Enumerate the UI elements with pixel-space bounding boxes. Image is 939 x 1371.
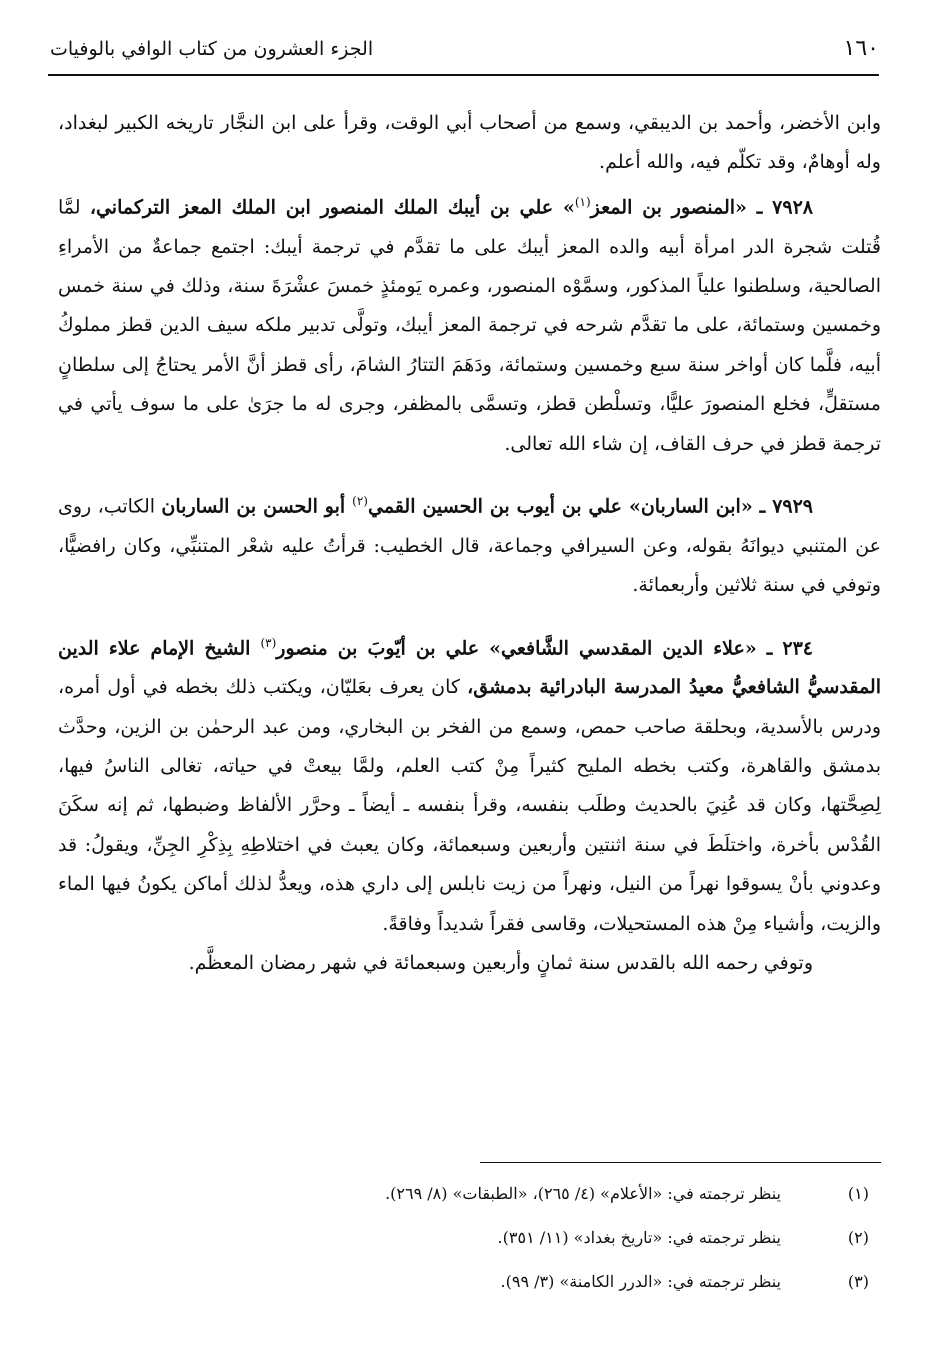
- footnote-divider: [480, 1162, 881, 1163]
- running-title: الجزء العشرون من كتاب الوافي بالوفيات: [50, 38, 374, 60]
- footnote-2: [58, 1224, 881, 1268]
- entry-7928-heading: ٧٩٢٨ ـ «المنصور بن المعز: [590, 196, 813, 219]
- entry-7928: [58, 183, 881, 464]
- entry-7929-heading: ٧٩٢٩ ـ «ابن الساربان» علي بن أيوب بن الحسين القمي: [367, 495, 814, 518]
- spacer: [58, 606, 881, 624]
- entry-7929-text: الكاتب، روى عن المتنبي ديوانَهُ بقوله، وعن السيرافي وجماعة، قال الخطيب: قرأتُ عليه شعْر المتنبِّي، وكان رافضيًّا، وتوفي في سنة ثلاثين وأربعمائة.: [58, 495, 881, 597]
- footnote-number: (٢): [847, 1228, 869, 1247]
- footnote-1: [58, 1180, 881, 1224]
- footnote-number: (٣): [847, 1272, 869, 1291]
- entry-7929: [58, 482, 881, 606]
- footnote-text: ينظر ترجمته في: «الدرر الكامنة» (٣/ ٩٩).: [500, 1272, 781, 1291]
- footnote-text: ينظر ترجمته في: «تاريخ بغداد» (١١/ ٣٥١).: [497, 1228, 781, 1247]
- entry-234-heading: ٢٣٤ ـ «علاء الدين المقدسي الشَّافعي» علي بن أيّوبَ بن منصور: [276, 636, 813, 659]
- main-text: [58, 104, 881, 984]
- footnotes: [58, 1180, 881, 1312]
- page-header: [50, 36, 879, 76]
- entry-7929-heading-rest: أبو الحسن بن الساربان: [161, 495, 353, 518]
- footnote-ref-3: (٣): [260, 635, 277, 650]
- spacer: [58, 464, 881, 482]
- entry-7928-heading-rest: » علي بن أيبك الملك المنصور ابن الملك المعز التركماني،: [89, 196, 575, 219]
- footnote-3: [58, 1268, 881, 1312]
- header-divider: [48, 74, 879, 76]
- entry-234-heading-rest: الشيخ الإمام علاء الدين المقدسيُّ الشافعيُّ معيدُ المدرسة البادرائية بدمشق،: [58, 636, 881, 699]
- footnote-number: (١): [847, 1184, 869, 1203]
- entry-234: [58, 624, 881, 945]
- entry-234-text: كان يعرف بعَليّان، ويكتب ذلك بخطه في أول أمره، ودرس بالأسدية، وبحلقة صاحب حمص، وسمع من الفخر بن البخاري، ومن عبد الرحمٰن بن الزين، وحدَّث بدمشق والقاهرة، وكتب بخطه المليح كثيراً مِنْ كتب العلم، ولمَّا بيعتْ في حياته، تغالى الناسُ فيها، لِصِحَّتها، وكان قد عُنِيَ بالحديث وطلَب بنفسه، وقرأ بنفسه ـ أيضاً ـ وحرَّر الألفاظ وضبطها، ثم إنه سكَنَ القُدْس بأخرة، واختلَطَ في سنة اثنتين وأربعين وسبعمائة، وكان يعبث في اختلاطِهِ بِذِكْرِ الجِنِّ، ويقولُ: قد وعدوني بأنْ يسوقوا نهراً من النيل، ونهراً من زيت نابلس إلى داري هذه، ويعدُّ لذلك أماكن يكونُ فيها الماء والزيت، وأشياء مِنْ هذه المستحيلات، وقاسى فقراً شديداً وفاقةً.: [58, 676, 881, 935]
- continuation-paragraph: وابن الأخضر، وأحمد بن الديبقي، وسمع من أصحاب أبي الوقت، وقرأ على ابن النجَّار تاريخه الكبير لبغداد، وله أوهامٌ، وقد تكلّم فيه، والله أعلم.: [58, 112, 881, 174]
- footnote-text: ينظر ترجمته في: «الأعلام» (٤/ ٢٦٥)، «الطبقات» (٨/ ٢٦٩).: [385, 1184, 781, 1203]
- entry-7928-text: لمَّا قُتلت شجرة الدر امرأة أبيه والده المعز أيبك على ما تقدَّم في ترجمة أيبك: اجتمع جماعةٌ من الأمراءِ الصالحية، وسلطنوا علياً المذكور، وسمَّوْه المنصور، وعمره يَومئذٍ خمسَ عشْرَةَ سنة، وذلك في سنة خمس وخمسين وستمائة، على ما تقدَّم شرحه في ترجمة المعز أيبك، وتولَّى تدبير ملكه سيف الدين قطز مملوكُ أبيه، فلَّما كان أواخر سنة سبع وخمسين وستمائة، ودَهَمَ التتارُ الشامَ، رأى قطز أنَّ الأمر يحتاجُ إلى سلطانٍ مستقلٍّ، فخلع المنصورَ عليًّا، وتسلْطن قطز، وتسمَّى بالمظفر، وجرى له ما جرَىٰ على ما سوف يأتي في ترجمة قطز في حرف القاف، إن شاء الله تعالى.: [58, 196, 881, 455]
- page-number: ١٦٠: [843, 36, 879, 61]
- footnote-ref-2: (٢): [352, 493, 368, 508]
- entry-234-closing: وتوفي رحمه الله بالقدس سنة ثمانٍ وأربعين وسبعمائة في شهر رمضان المعظَّم.: [188, 952, 813, 975]
- footnote-ref-1: (١): [574, 194, 591, 209]
